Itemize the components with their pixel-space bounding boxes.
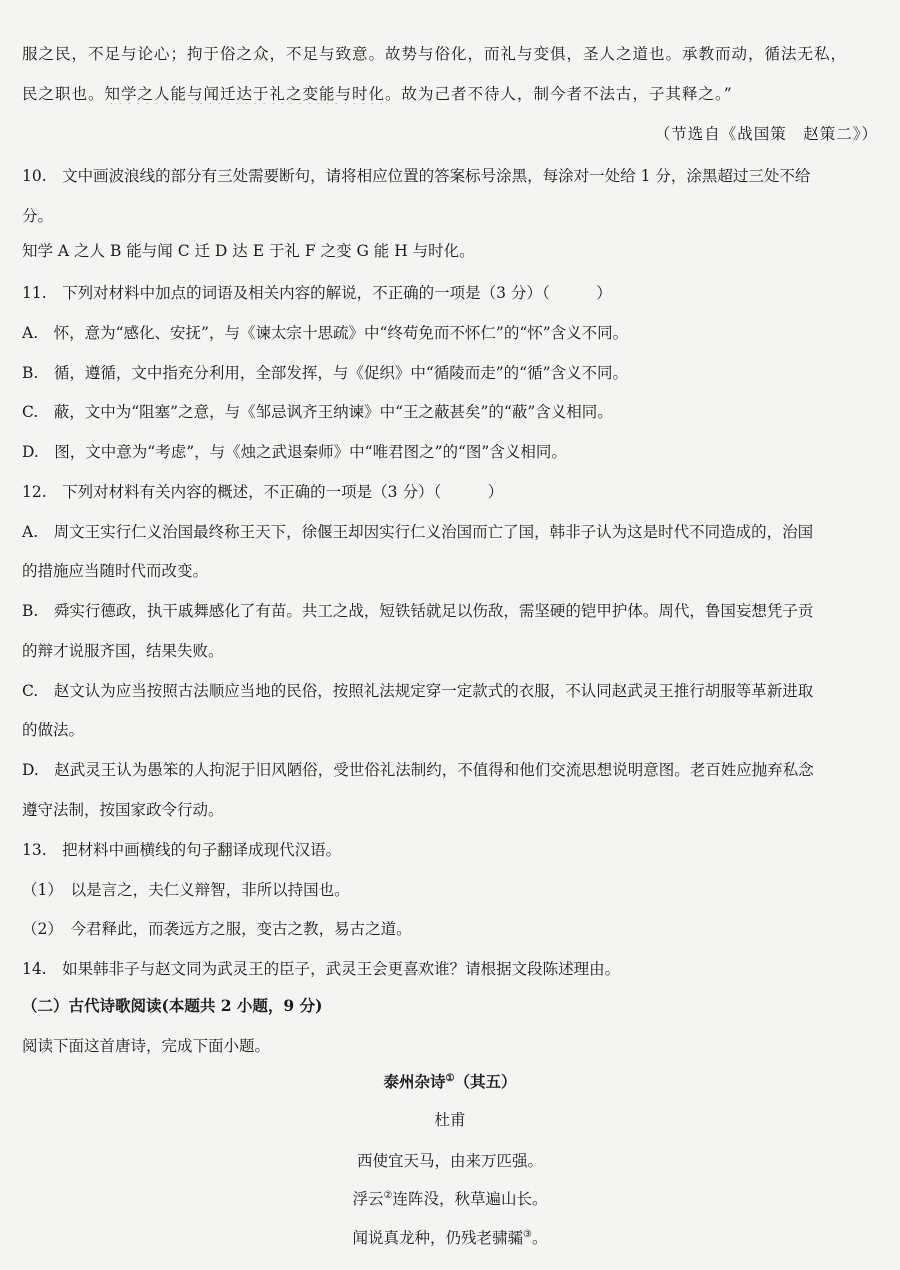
question-11-option-b: B. 循，遵循，文中指充分利用，全部发挥，与《促织》中“循陵而走”的“循”含义不同。	[22, 364, 629, 382]
question-11-stem: 11. 下列对材料中加点的词语及相关内容的解说，不正确的一项是（3 分）（ ）	[22, 284, 612, 302]
question-10-options: 知学 A 之人 B 能与闻 C 迁 D 达 E 于礼 F 之变 G 能 H 与时化。	[22, 242, 475, 260]
poem-title: 泰州杂诗①（其五）	[383, 1072, 517, 1091]
passage-line: 服之民，不足与论心；拘于俗之众，不足与致意。故势与俗化，而礼与变俱，圣人之道也。承教而动，循法无私，	[22, 45, 848, 63]
footnote-mark: ②	[383, 1189, 393, 1201]
passage-text: 民之职也。	[22, 85, 105, 103]
question-13-sentence-2: （2） 今君释此，而袭远方之服，变古之教，易古之道。	[22, 920, 412, 938]
poem-line: 闻说真龙种，仍残老骕骦③。	[352, 1228, 548, 1247]
poem-line: 浮云②连阵没，秋草遍山长。	[352, 1189, 548, 1208]
poem-author: 杜甫	[434, 1111, 466, 1129]
passage-text: 。故为己者不待人，制今者不法古，子其释之。”	[385, 85, 733, 103]
footnote-mark: ①	[445, 1072, 455, 1084]
question-10-stem-cont: 分。	[22, 207, 54, 225]
section-intro: 阅读下面这首唐诗，完成下面小题。	[22, 1037, 271, 1055]
question-14-stem: 14. 如果韩非子与赵文同为武灵王的臣子，武灵王会更喜欢谁？请根据文段陈述理由。	[22, 960, 621, 978]
question-12-option-d: D. 赵武灵王认为愚笨的人拘泥于旧风陋俗，受世俗礼法制约，不值得和他们交流思想说明意图。老百姓应抛弃私念	[22, 761, 814, 779]
poem-line: 西使宜天马，由来万匹强。	[356, 1152, 543, 1170]
question-12-option-b: B. 舜实行德政，执干戚舞感化了有苗。共工之战，短铁铦就足以伤敌，需坚硬的铠甲护体。周代，鲁国妄想凭子贡	[22, 602, 814, 620]
question-12-option-a-cont: 的措施应当随时代而改变。	[22, 562, 209, 580]
passage-line	[22, 84, 878, 104]
passage-source: （节选自《战国策 赵策二》）	[654, 125, 878, 143]
question-11-option-a: A. 怀，意为“感化、安抚”，与《谏太宗十思疏》中“终苟免而不怀仁”的“怀”含义不同。	[22, 324, 629, 342]
question-12-option-d-cont: 遵守法制，按国家政令行动。	[22, 801, 224, 819]
wavy-underlined-text: 知学之人能与闻迁达于礼之变能与时化	[104, 85, 386, 103]
question-11-option-c: C. 蔽，文中为“阻塞”之意，与《邹忌讽齐王纳谏》中“王之蔽甚矣”的“蔽”含义相同。	[22, 403, 613, 421]
question-12-option-c-cont: 的做法。	[22, 721, 85, 739]
question-12-stem: 12. 下列对材料有关内容的概述，不正确的一项是（3 分）（ ）	[22, 483, 504, 501]
question-13-stem: 13. 把材料中画横线的句子翻译成现代汉语。	[22, 841, 342, 859]
question-12-option-a: A. 周文王实行仁义治国最终称王天下，徐偃王却因实行仁义治国而亡了国，韩非子认为这是时代不同造成的，治国	[22, 523, 814, 541]
section-heading: （二）古代诗歌阅读(本题共 2 小题，9 分)	[22, 996, 323, 1015]
question-11-option-d: D. 图，文中意为“考虑”，与《烛之武退秦师》中“唯君图之”的“图”含义相同。	[22, 443, 567, 461]
question-12-option-b-cont: 的辩才说服齐国，结果失败。	[22, 642, 224, 660]
question-13-sentence-1: （1） 以是言之，夫仁义辩智，非所以持国也。	[22, 881, 350, 899]
question-12-option-c: C. 赵文认为应当按照古法顺应当地的民俗，按照礼法规定穿一定款式的衣服，不认同赵武灵王推行胡服等革新进取	[22, 682, 814, 700]
question-10-stem: 10. 文中画波浪线的部分有三处需要断句，请将相应位置的答案标号涂黑，每涂对一处给 1 分，涂黑超过三处不给	[22, 167, 811, 185]
footnote-mark: ③	[523, 1228, 532, 1240]
